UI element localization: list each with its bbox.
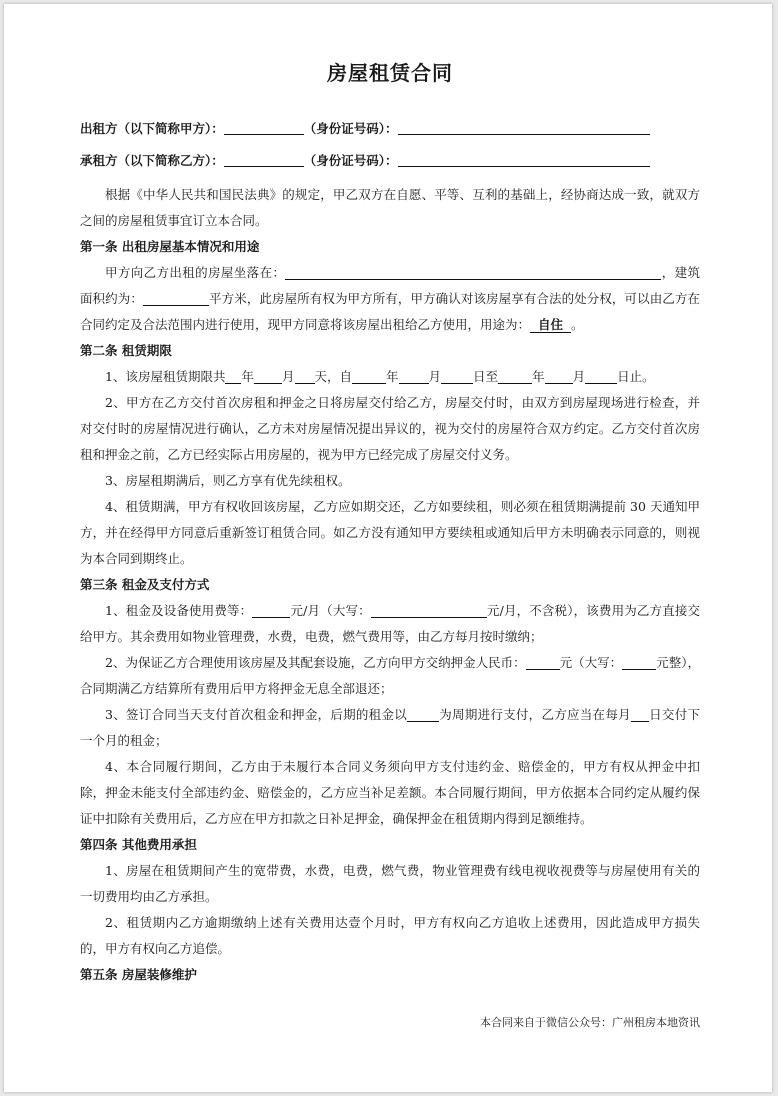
- text: 元/月，不含税），该费用为乙方直接交给甲方。其余费用如物业管理费，水费，电费，燃气费用等，由乙方每月按时缴纳；: [80, 603, 700, 644]
- party-b-id-label: （身份证号码）：: [303, 153, 398, 168]
- article-4-item-1: 1、房屋在租赁期间产生的宽带费，水费，电费，燃气费，物业管理费有线电视收视费等与房屋使用有关的一切费用均由乙方承担。: [80, 863, 700, 904]
- party-a-id-label: （身份证号码）：: [303, 121, 398, 136]
- start-year-blank[interactable]: [352, 367, 386, 384]
- end-year-blank[interactable]: [498, 367, 532, 384]
- contract-body: [80, 182, 700, 988]
- deposit-amount-blank[interactable]: [526, 653, 560, 670]
- text: 日止。: [617, 369, 655, 384]
- end-day-blank[interactable]: [585, 367, 617, 384]
- start-month-blank[interactable]: [399, 367, 429, 384]
- article-3-item-3: [80, 702, 700, 754]
- party-a-label: 出租方（以下简称甲方）：: [80, 121, 224, 136]
- article-2-item-4: 4、租赁期满，甲方有权收回该房屋，乙方应如期交还，乙方如要续租，则必须在租赁期满提前 30 天通知甲方，并在经得甲方同意后重新签订租赁合同。如乙方没有通知甲方要续租或通知后甲方未明确表示同意的，则视为本合同到期终止。: [80, 499, 700, 566]
- article-2-item-1: [80, 364, 700, 390]
- text: 年: [386, 369, 399, 384]
- article-2-heading: 第二条 租赁期限: [80, 343, 172, 358]
- party-a-name-blank[interactable]: [224, 120, 304, 135]
- text: 1、该房屋租赁期限共: [105, 369, 226, 384]
- text: 月: [428, 369, 442, 384]
- text: 日至: [473, 369, 499, 384]
- text: 年: [532, 369, 545, 384]
- party-b-name-blank[interactable]: [224, 152, 304, 167]
- text: 元整），合同期满乙方结算所有费用后甲方将押金无息全部退还；: [80, 655, 700, 696]
- end-month-blank[interactable]: [545, 367, 573, 384]
- article-3-item-1: [80, 598, 700, 650]
- text: ，建筑面积约为：: [80, 265, 700, 306]
- article-2-item-3: 3、房屋租期满后，则乙方享有优先续租权。: [105, 473, 351, 488]
- party-b-label: 承租方（以下简称乙方）：: [80, 153, 224, 168]
- address-blank[interactable]: [285, 263, 661, 280]
- start-day-blank[interactable]: [441, 367, 473, 384]
- rent-amount-blank[interactable]: [252, 601, 290, 618]
- intro-paragraph: 根据《中华人民共和国民法典》的规定，甲乙双方在自愿、平等、互利的基础上，经协商达成一致，就双方之间的房屋租赁事宜订立本合同。: [80, 187, 700, 228]
- text: 平方米，此房屋所有权为甲方所有，甲方确认对该房屋享有合法的处分权，可以由乙方在合同约定及合法范围内进行使用，现甲方同意将该房屋出租给乙方使用，用途为：: [80, 291, 700, 332]
- term-years-blank[interactable]: [225, 367, 241, 384]
- text: 元（大写：: [559, 655, 623, 670]
- article-3-item-2: [80, 650, 700, 702]
- document-page: [4, 4, 772, 1092]
- text: 年: [241, 369, 254, 384]
- text: 甲方向乙方出租的房屋坐落在：: [105, 265, 286, 280]
- area-blank[interactable]: [143, 289, 209, 306]
- article-5-heading: 第五条 房屋装修维护: [80, 967, 197, 982]
- party-b-id-blank[interactable]: [398, 152, 650, 167]
- article-3-item-4: 4、本合同履行期间，乙方由于未履行本合同义务须向甲方支付违约金、赔偿金的，甲方有权从押金中扣除，押金未能支付全部违约金、赔偿金的，乙方应当补足差额。本合同履行期间，甲方依据本合同约定从履约保证中扣除有关费用后，乙方应在甲方扣款之日补足押金，确保押金在租赁期内得到足额维持。: [80, 759, 700, 826]
- article-2-item-2: 2、甲方在乙方交付首次房租和押金之日将房屋交付给乙方，房屋交付时，由双方到房屋现场进行检查，并对交付时的房屋情况进行确认，乙方未对房屋情况提出异议的，视为交付的房屋符合双方约定。乙方交付首次房租和押金之前，乙方已经实际占用房屋的，视为甲方已经完成了房屋交付义务。: [80, 395, 700, 462]
- text: 元/月（大写：: [290, 603, 371, 618]
- article-4-item-2: 2、租赁期内乙方逾期缴纳上述有关费用达壹个月时，甲方有权向乙方追收上述费用，因此造成甲方损失的，甲方有权向乙方追偿。: [80, 915, 700, 956]
- text: 2、为保证乙方合理使用该房屋及其配套设施，乙方向甲方交纳押金人民币：: [105, 655, 526, 670]
- term-days-blank[interactable]: [295, 367, 315, 384]
- use-value: 自住: [530, 317, 571, 333]
- text: 3、签订合同当天支付首次租金和押金，后期的租金以: [105, 707, 407, 722]
- article-4-heading: 第四条 其他费用承担: [80, 837, 197, 852]
- text: 月: [572, 369, 586, 384]
- term-months-blank[interactable]: [254, 367, 282, 384]
- article-1-heading: 第一条 出租房屋基本情况和用途: [80, 239, 260, 254]
- deposit-words-blank[interactable]: [622, 653, 656, 670]
- text: 日交付下一个月的租金；: [80, 707, 700, 748]
- article-3-heading: 第三条 租金及支付方式: [80, 577, 210, 592]
- text: 天，自: [314, 369, 353, 384]
- text: 。: [571, 317, 584, 332]
- footer-source-note: 本合同来自于微信公众号：广州租房本地资讯: [480, 1016, 700, 1029]
- rent-amount-words-blank[interactable]: [371, 601, 487, 618]
- payment-period-blank[interactable]: [407, 705, 439, 722]
- party-a-line: [80, 116, 650, 142]
- text: 月: [281, 369, 295, 384]
- page-title: 房屋租赁合同: [327, 61, 453, 85]
- text: 1、租金及设备使用费等：: [105, 603, 253, 618]
- text: 为周期进行支付，乙方应当在每月: [439, 707, 631, 722]
- party-b-line: [80, 148, 650, 174]
- party-a-id-blank[interactable]: [398, 120, 650, 135]
- payment-day-blank[interactable]: [631, 705, 649, 722]
- article-1-paragraph: [80, 260, 700, 338]
